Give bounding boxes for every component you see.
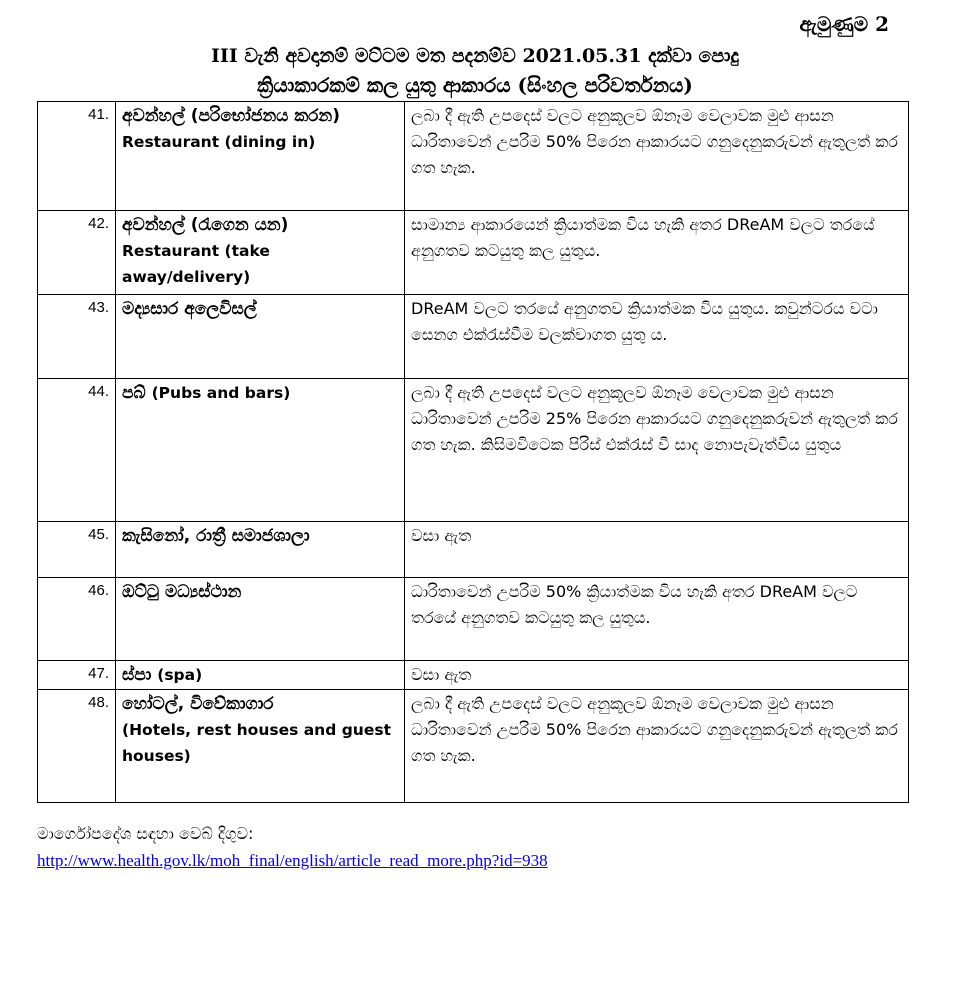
activity-name-si: කැසිනෝ, රාත්‍රී සමාජශාලා <box>122 526 310 546</box>
activity-name-si: අවන්හල් (පරිභෝජනය කරන) <box>122 106 340 126</box>
activity-name <box>116 522 405 578</box>
activity-guideline: ධාරිතාවෙන් උපරිම 50% ක්‍රියාත්මක විය හැකි අතර DReAM වලට තරයේ අනුගතව කටයුතු කල යුතුය. <box>405 578 909 661</box>
title-line-2: ක්‍රියාකාරකම් කල යුතු ආකාරය (සිංහල පරිවර්තනය) <box>257 73 693 97</box>
table-row <box>38 295 909 379</box>
activity-name <box>116 102 405 211</box>
table-row <box>38 102 909 211</box>
table-row <box>38 379 909 522</box>
row-number: 46. <box>38 578 116 661</box>
activity-name <box>116 578 405 661</box>
table-row <box>38 690 909 803</box>
table-row <box>38 522 909 578</box>
row-number: 48. <box>38 690 116 803</box>
guideline-link[interactable]: http://www.health.gov.lk/moh_final/english/article_read_more.php?id=938 <box>37 851 548 870</box>
activity-guideline: ලබා දී ඇති උපදෙස් වලට අනුකූලව ඕනෑම වෙලාවක මුළු ආසන ධාරිතාවෙන් උපරිම 50% පිරෙන ආකාරයට ගනුදෙනුකරුවන් ඇතුලත් කර ගත හැක. <box>405 690 909 803</box>
row-number: 41. <box>38 102 116 211</box>
activity-name-si: අවන්හල් (රැගෙන යන) <box>122 215 289 235</box>
activity-name <box>116 379 405 522</box>
activity-name-si: පබ් <box>122 383 146 403</box>
activity-guideline: ලබා දී ඇති උපදෙස් වලට අනුකූලව ඕනෑම වෙලාවක මුළු ආසන ධාරිතාවෙන් උපරිම 50% පිරෙන ආකාරයට ගනුදෙනුකරුවන් ඇතුලත් කර ගත හැක. <box>405 102 909 211</box>
guideline-link-label: මාර්ගෝපදේශ සඳහා වෙබ් දිගුව: <box>37 824 254 843</box>
row-number: 43. <box>38 295 116 379</box>
guidelines-table <box>37 101 909 803</box>
row-number: 42. <box>38 211 116 295</box>
activity-name <box>116 295 405 379</box>
activity-name <box>116 661 405 690</box>
activity-guideline: ලබා දී ඇති උපදෙස් වලට අනුකූලව ඕනෑම වෙලාවක මුළු ආසන ධාරිතාවෙන් උපරිම 25% පිරෙන ආකාරයට ගනුදෙනුකරුවන් ඇතුලත් කර ගත හැක. කිසිමවිටෙක පිරිස් එක්රැස් වී සාද නොපැවැත්විය යුතුය <box>405 379 909 522</box>
activity-name-si: ඔට්ටු මධ්‍යස්ථාන <box>122 582 242 602</box>
row-number: 44. <box>38 379 116 522</box>
table-row <box>38 661 909 690</box>
row-number: 45. <box>38 522 116 578</box>
activity-name <box>116 690 405 803</box>
page-title <box>40 42 910 100</box>
annex-label: ඇමුණුම 2 <box>799 12 889 36</box>
activity-name-si: මද්‍යසාර අලෙවිසල් <box>122 299 257 319</box>
activity-name-en: (Hotels, rest houses and guest houses) <box>122 721 391 765</box>
activity-guideline: වසා ඇත <box>405 522 909 578</box>
activity-name-en: (spa) <box>157 666 203 684</box>
activity-guideline: සාමාන්‍ය ආකාරයෙන් ක්‍රියාත්මක විය හැකි අතර DReAM වලට තරයේ අනුගතව කටයුතු කල යුතුය. <box>405 211 909 295</box>
title-line-1: III වැනි අවදානම් මට්ටම මත පදනම්ව 2021.05.31 දක්වා පොදු <box>211 45 739 67</box>
row-number: 47. <box>38 661 116 690</box>
activity-name-en: Restaurant (take away/delivery) <box>122 242 270 286</box>
activity-name-en: Restaurant (dining in) <box>122 133 316 151</box>
table-row <box>38 578 909 661</box>
activity-name-si: හෝටල්, විවේකාගාර <box>122 694 274 714</box>
activity-guideline: වසා ඇත <box>405 661 909 690</box>
activity-guideline: DReAM වලට තරයේ අනුගතව ක්‍රියාත්මක විය යුතුය. කවුන්ටරය වටා සෙනග එක්රැස්වීම වලක්වාගත යුතු ය. <box>405 295 909 379</box>
activity-name-si: ස්පා <box>122 665 152 685</box>
table-row <box>38 211 909 295</box>
activity-name-en: (Pubs and bars) <box>151 384 291 402</box>
activity-name <box>116 211 405 295</box>
